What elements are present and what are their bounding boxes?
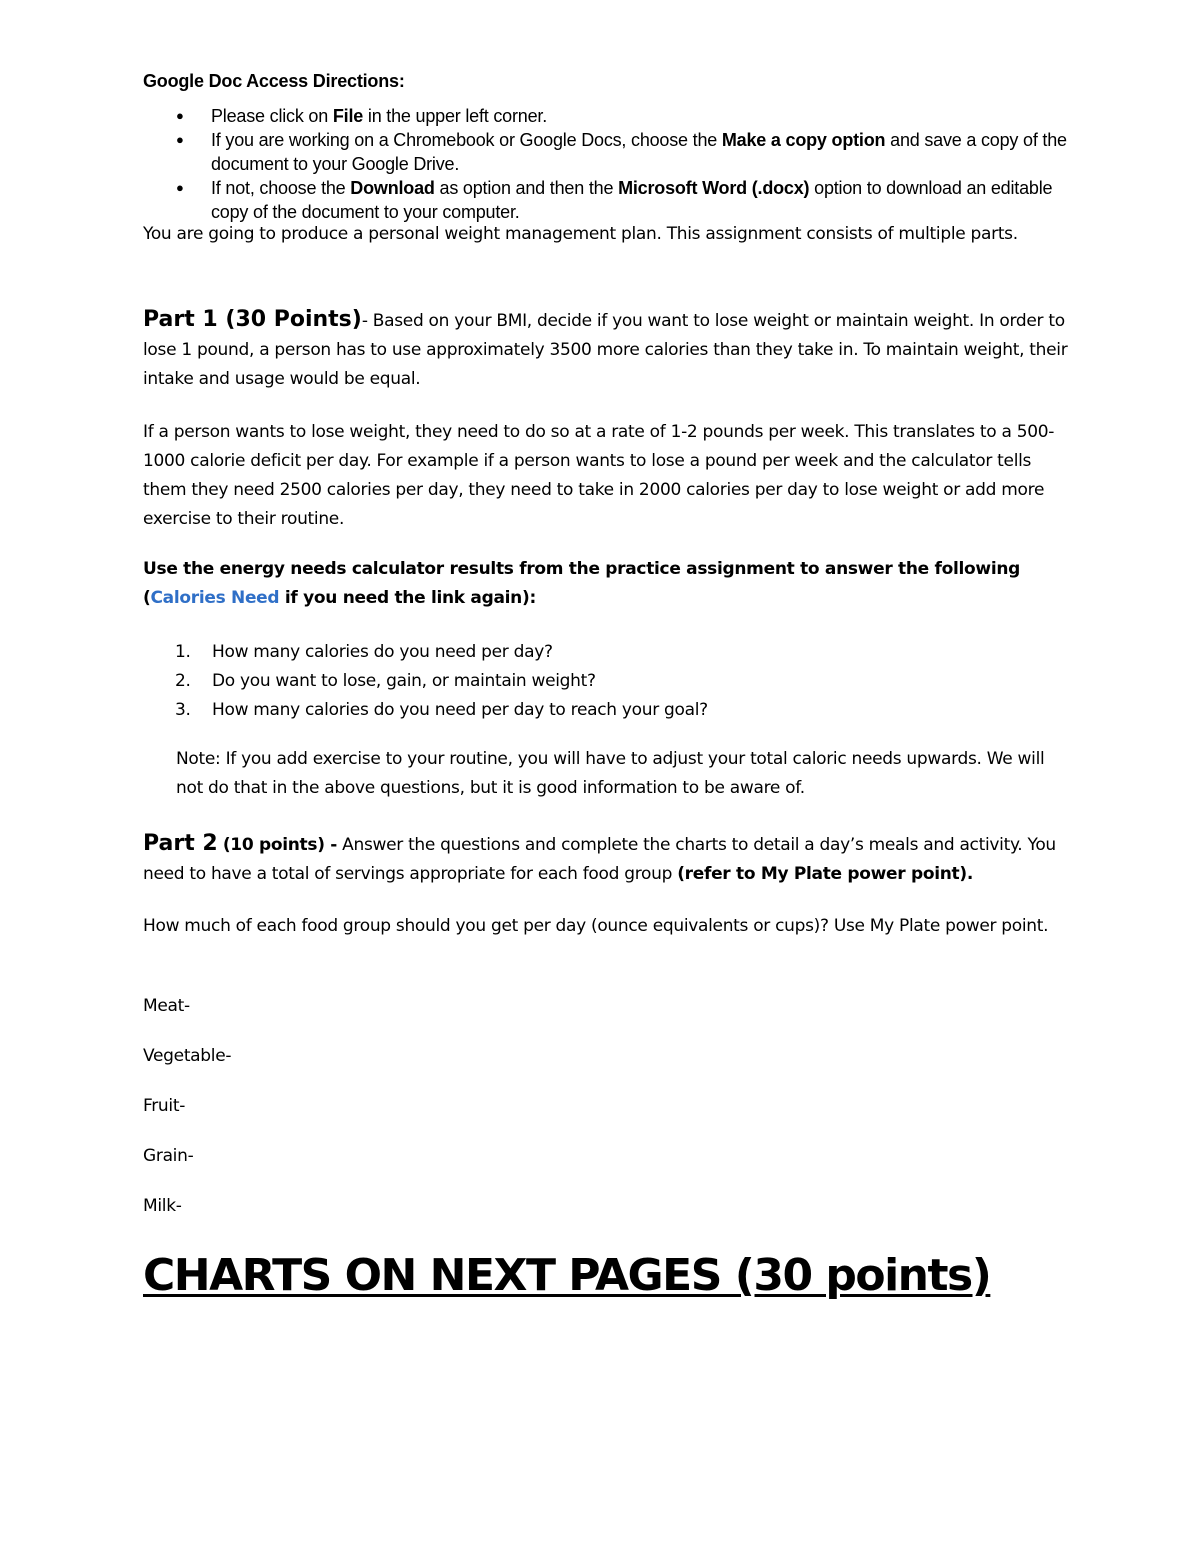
food-group-vegetable: Vegetable-: [143, 1046, 232, 1066]
part1-note: Note: If you add exercise to your routine, you will have to adjust your total caloric needs upwards. We will not do that in the above questions, but it is good information to be aware of.: [176, 749, 1045, 798]
part2-bold-text: (refer to My Plate power point).: [677, 864, 973, 884]
access-bullet-list: [143, 104, 1073, 224]
access-bullet: [143, 104, 1073, 128]
charts-next-pages-heading: CHARTS ON NEXT PAGES (30 points): [143, 1250, 991, 1301]
access-bullet: [143, 176, 1073, 224]
list-item: [143, 696, 1063, 725]
part1-paragraph-2: If a person wants to lose weight, they need to do so at a rate of 1-2 pounds per week. This translates to a 500-1000 calorie deficit per day. For example if a person wants to lose a pound per week and the calculator tells them they need 2500 calories per day, they need to take in 2000 calories per day to lose weight or add more exercise to their routine.: [143, 422, 1055, 529]
question-number: 3.: [175, 700, 191, 720]
part1-label: Part 1: [143, 307, 218, 332]
instruction-text: Use the energy needs calculator results from the practice assignment to answer the following (: [143, 559, 1021, 608]
list-item: [143, 667, 1063, 696]
part2-points: (10 points) -: [222, 835, 338, 855]
part1-instruction: [143, 555, 1068, 613]
question-number: 1.: [175, 642, 191, 662]
access-heading: Google Doc Access Directions:: [143, 71, 405, 91]
part1-question-list: [143, 638, 1063, 725]
bullet-icon: ●: [176, 180, 184, 195]
part1-text: - Based on your BMI, decide if you want to lose weight or maintain weight. In order to lose 1 pound, a person has to use approximately 3500 more calories than they take in. To maintain weight, their intake and usage would be equal.: [143, 311, 1068, 389]
bullet-bold-text: Make a copy option: [721, 130, 886, 150]
bullet-text: option to download an editable copy of the document to your computer.: [211, 178, 1053, 222]
question-text: How many calories do you need per day to reach your goal?: [212, 700, 708, 720]
bullet-text: Please click on: [211, 106, 333, 126]
bullet-text: and save a copy of the document to your Google Drive.: [211, 130, 1067, 174]
intro-paragraph: You are going to produce a personal weight management plan. This assignment consists of multiple parts.: [143, 224, 1018, 244]
list-item: [143, 638, 1063, 667]
part2-title: Part 2: [143, 831, 218, 856]
bullet-text: If not, choose the: [211, 178, 351, 198]
bullet-bold-text: Microsoft Word (.docx): [618, 178, 810, 198]
question-text: How many calories do you need per day?: [212, 642, 553, 662]
food-group-milk: Milk-: [143, 1196, 182, 1216]
bullet-icon: ●: [176, 108, 184, 123]
part1-points: (30 Points): [225, 307, 362, 332]
food-group-meat: Meat-: [143, 996, 190, 1016]
part1-paragraph: [143, 305, 1068, 394]
part2-paragraph: [143, 829, 1068, 889]
bullet-text: as option and then the: [434, 178, 619, 198]
part2-text: Answer the questions and complete the charts to detail a day’s meals and activity. You need to have a total of servings appropriate for each food group: [143, 835, 1056, 884]
question-text: Do you want to lose, gain, or maintain weight?: [212, 671, 596, 691]
access-bullet: [143, 128, 1073, 176]
part1-title: [143, 307, 362, 332]
bullet-bold-text: Download: [350, 178, 435, 198]
instruction-text: if you need the link again):: [279, 588, 536, 608]
food-group-fruit: Fruit-: [143, 1096, 186, 1116]
part2-question: How much of each food group should you get per day (ounce equivalents or cups)? Use My Plate power point.: [143, 916, 1049, 936]
bullet-text: If you are working on a Chromebook or Google Docs, choose the: [211, 130, 722, 150]
question-number: 2.: [175, 671, 191, 691]
bullet-text: in the upper left corner.: [363, 106, 548, 126]
calories-need-link[interactable]: Calories Need: [150, 588, 280, 608]
food-group-grain: Grain-: [143, 1146, 194, 1166]
bullet-bold-text: File: [332, 106, 364, 126]
bullet-icon: ●: [176, 132, 184, 147]
